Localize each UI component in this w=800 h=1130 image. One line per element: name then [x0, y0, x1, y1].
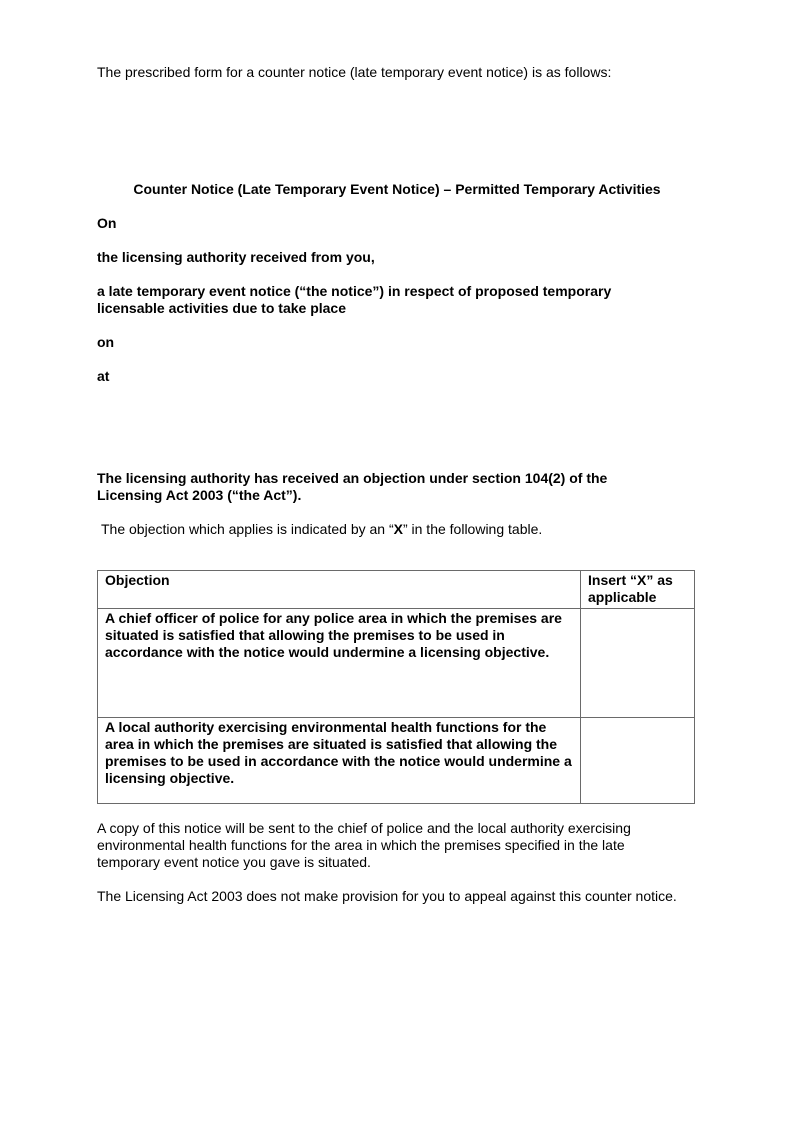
objection-table — [97, 570, 695, 804]
objection-police: A chief officer of police for any police area in which the premises are situated is satisfied that allowing the premises to be used in accordance with the notice would undermine a licensing objective. — [98, 609, 581, 718]
instruction-prefix: The objection which applies is indicated by an “ — [101, 521, 394, 537]
form-title: Counter Notice (Late Temporary Event Notice) – Permitted Temporary Activities — [133, 181, 661, 197]
appeal-notice: The Licensing Act 2003 does not make provision for you to appeal against this counter notice. — [97, 888, 677, 904]
table-row — [98, 718, 695, 804]
mark-cell-environmental-health[interactable] — [581, 718, 695, 804]
intro-text: The prescribed form for a counter notice (late temporary event notice) is as follows: — [97, 64, 612, 80]
table-row — [98, 609, 695, 718]
on-date-label: on — [97, 334, 115, 350]
header-insert-x: Insert “X” as applicable — [581, 571, 695, 609]
at-label: at — [97, 368, 110, 384]
on-label: On — [97, 215, 117, 231]
copy-notice: A copy of this notice will be sent to the chief of police and the local authority exercising environmental health functions for the area in which the premises specified in the late temporary event notice you gave is situated. — [97, 820, 631, 870]
notice-line: a late temporary event notice (“the notice”) in respect of proposed temporary licensable activities due to take place — [97, 283, 612, 316]
received-line: the licensing authority received from you, — [97, 249, 375, 265]
table-header-row — [98, 571, 695, 609]
instruction-mark: X — [393, 521, 403, 537]
header-objection: Objection — [98, 571, 581, 609]
objection-statement: The licensing authority has received an objection under section 104(2) of the Licensing Act 2003 (“the Act”). — [97, 470, 608, 503]
mark-cell-police[interactable] — [581, 609, 695, 718]
instruction-text — [101, 521, 701, 538]
instruction-suffix: ” in the following table. — [402, 521, 543, 537]
objection-environmental-health: A local authority exercising environmental health functions for the area in which the premises are situated is satisfied that allowing the premises to be used in accordance with the notice would undermine a licensing objective. — [98, 718, 581, 804]
